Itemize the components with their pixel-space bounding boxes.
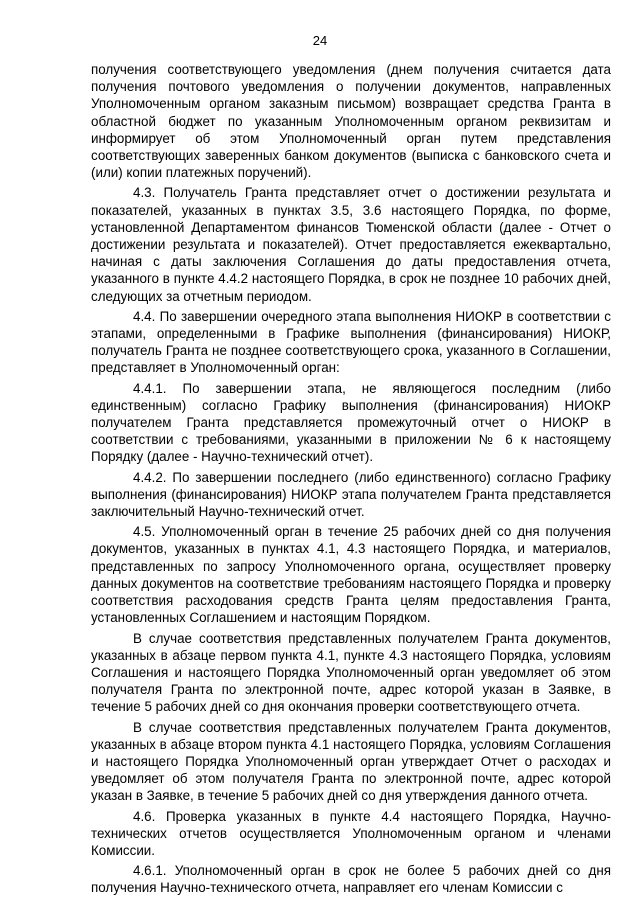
paragraph-4-4-1: 4.4.1. По завершении этапа, не являющегося последним (либо единственным) согласно Графику выполнения (финансирования) НИОКР получателем Гранта представляется промежуточный отчет о НИОКР в соответствии с требованиями, указанными в приложении № 6 к настоящему Порядку (далее - Научно-технический отчет). [91,380,611,465]
page-number: 24 [312,33,328,48]
paragraph-4-4: 4.4. По завершении очередного этапа выполнения НИОКР в соответствии с этапами, определенными в Графике выполнения (финансирования) НИОКР, получатель Гранта не позднее соответствующего срока, указанного в Соглашении, представляет в Уполномоченный орган: [91,308,611,376]
document-body [91,61,611,900]
paragraph-4-5: 4.5. Уполномоченный орган в течение 25 рабочих дней со дня получения документов, указанных в пунктах 4.1, 4.3 настоящего Порядка, и материалов, представленных по запросу Уполномоченного органа, осуществляет проверку данных документов на соответствие требованиям настоящего Порядка и проверку соответствия расходования средств Гранта целям предоставления Гранта, установленных Соглашением и настоящим Порядком. [91,524,611,626]
paragraph-4-3: 4.3. Получатель Гранта представляет отчет о достижении результата и показателей, указанных в пунктах 3.5, 3.6 настоящего Порядка, по форме, установленной Департаментом финансов Тюменской области (далее - Отчет о достижении результата и показателей). Отчет предоставляется ежеквартально, начиная с даты заключения Соглашения до даты предоставления отчета, указанного в пункте 4.4.2 настоящего Порядка, в срок не позднее 10 рабочих дней, следующих за отчетным периодом. [91,185,611,304]
paragraph-4-5-case-2: В случае соответствия представленных получателем Гранта документов, указанных в абзаце втором пункта 4.1 настоящего Порядка, условиям Соглашения и настоящего Порядка Уполномоченный орган утверждает Отчет о расходах и уведомляет об этом получателя Гранта по электронной почте, адрес которой указан в Заявке, в течение 5 рабочих дней со дня утверждения данного отчета. [91,719,611,804]
paragraph-4-6-1: 4.6.1. Уполномоченный орган в срок не более 5 рабочих дней со дня получения Научно-технического отчета, направляет его членам Комиссии с [91,863,611,896]
paragraph-4-5-case-1: В случае соответствия представленных получателем Гранта документов, указанных в абзаце первом пункта 4.1, пункте 4.3 настоящего Порядка, условиям Соглашения и настоящего Порядка Уполномоченный орган уведомляет об этом получателя Гранта по электронной почте, адрес которой указан в Заявке, в течение 5 рабочих дней со дня окончания проверки соответствующего отчета. [91,630,611,715]
paragraph-continuation: получения соответствующего уведомления (днем получения считается дата получения почтового уведомления о получении документов, направленных Уполномоченным органом заказным письмом) возвращает средства Гранта в областной бюджет по указанным Уполномоченным органом реквизитам и информирует об этом Уполномоченный орган путем представления соответствующих заверенных банком документов (выписка с банковского счета и (или) копии платежных поручений). [91,62,611,181]
paragraph-4-4-2: 4.4.2. По завершении последнего (либо единственного) согласно Графику выполнения (финансирования) НИОКР этапа получателем Гранта представляется заключительный Научно-технический отчет. [91,469,611,520]
paragraph-4-6: 4.6. Проверка указанных в пункте 4.4 настоящего Порядка, Научно-технических отчетов осуществляется Уполномоченным органом и членами Комиссии. [91,808,611,858]
